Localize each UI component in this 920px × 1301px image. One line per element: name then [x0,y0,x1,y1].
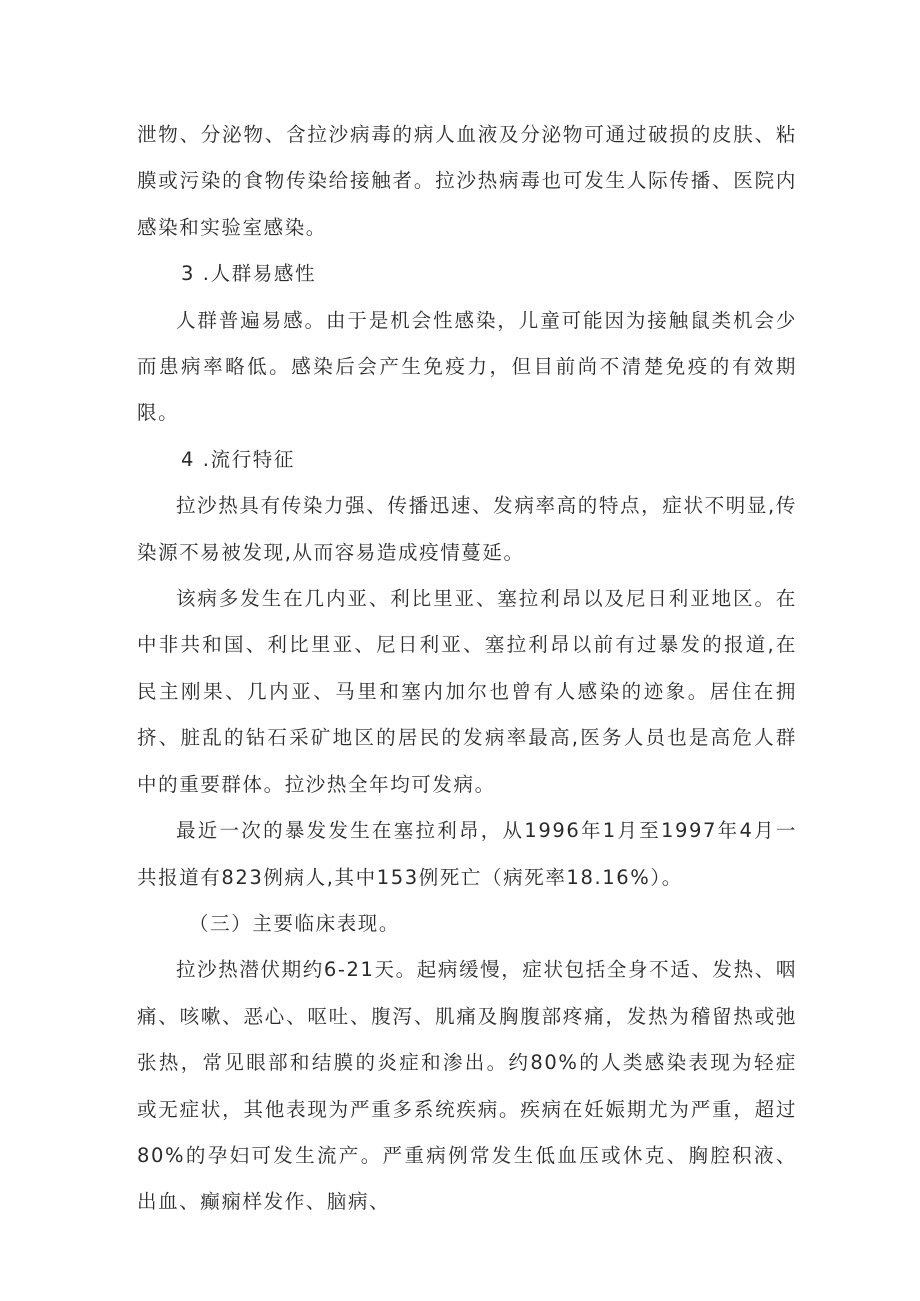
paragraph-epidemiology-features: 拉沙热具有传染力强、传播迅速、发病率高的特点，症状不明显,传染源不易被发现,从而容易造成疫情蔓延。 [137,494,797,564]
paragraph-transmission-continued: 泄物、分泌物、含拉沙病毒的病人血液及分泌物可通过破损的皮肤、粘膜或污染的食物传染给接触者。拉沙热病毒也可发生人际传播、医院内感染和实验室感染。 [137,123,797,239]
section-heading-epidemiology: 4 .流行特征 [181,447,296,471]
document-body [137,112,797,1226]
paragraph-clinical-manifestations: 拉沙热潜伏期约6-21天。起病缓慢，症状包括全身不适、发热、咽痛、咳嗽、恶心、呕吐、腹泻、肌痛及胸腹部疼痛，发热为稽留热或弛张热，常见眼部和结膜的炎症和渗出。约80%的人类感染表现为轻症或无症状，其他表现为严重多系统疾病。疾病在妊娠期尤为严重，超过80%的孕妇可发生流产。严重病例常发生低血压或休克、胸腔积液、出血、癫痫样发作、脑病、 [137,958,797,1214]
section-heading-susceptibility: 3 .人群易感性 [181,262,317,286]
section-heading-clinical: （三）主要临床表现。 [189,911,401,935]
paragraph-recent-outbreak: 最近一次的暴发发生在塞拉利昂，从1996年1月至1997年4月一共报道有823例病人,其中153例死亡（病死率18.16%）。 [137,819,797,889]
paragraph-susceptibility: 人群普遍易感。由于是机会性感染，儿童可能因为接触鼠类机会少而患病率略低。感染后会产生免疫力，但目前尚不清楚免疫的有效期限。 [137,308,797,425]
paragraph-epidemiology-regions: 该病多发生在几内亚、利比里亚、塞拉利昂以及尼日利亚地区。在中非共和国、利比里亚、尼日利亚、塞拉利昂以前有过暴发的报道,在民主刚果、几内亚、马里和塞内加尔也曾有人感染的迹象。居住在拥挤、脏乱的钻石采矿地区的居民的发病率最高,医务人员也是高危人群中的重要群体。拉沙热全年均可发病。 [137,587,797,796]
